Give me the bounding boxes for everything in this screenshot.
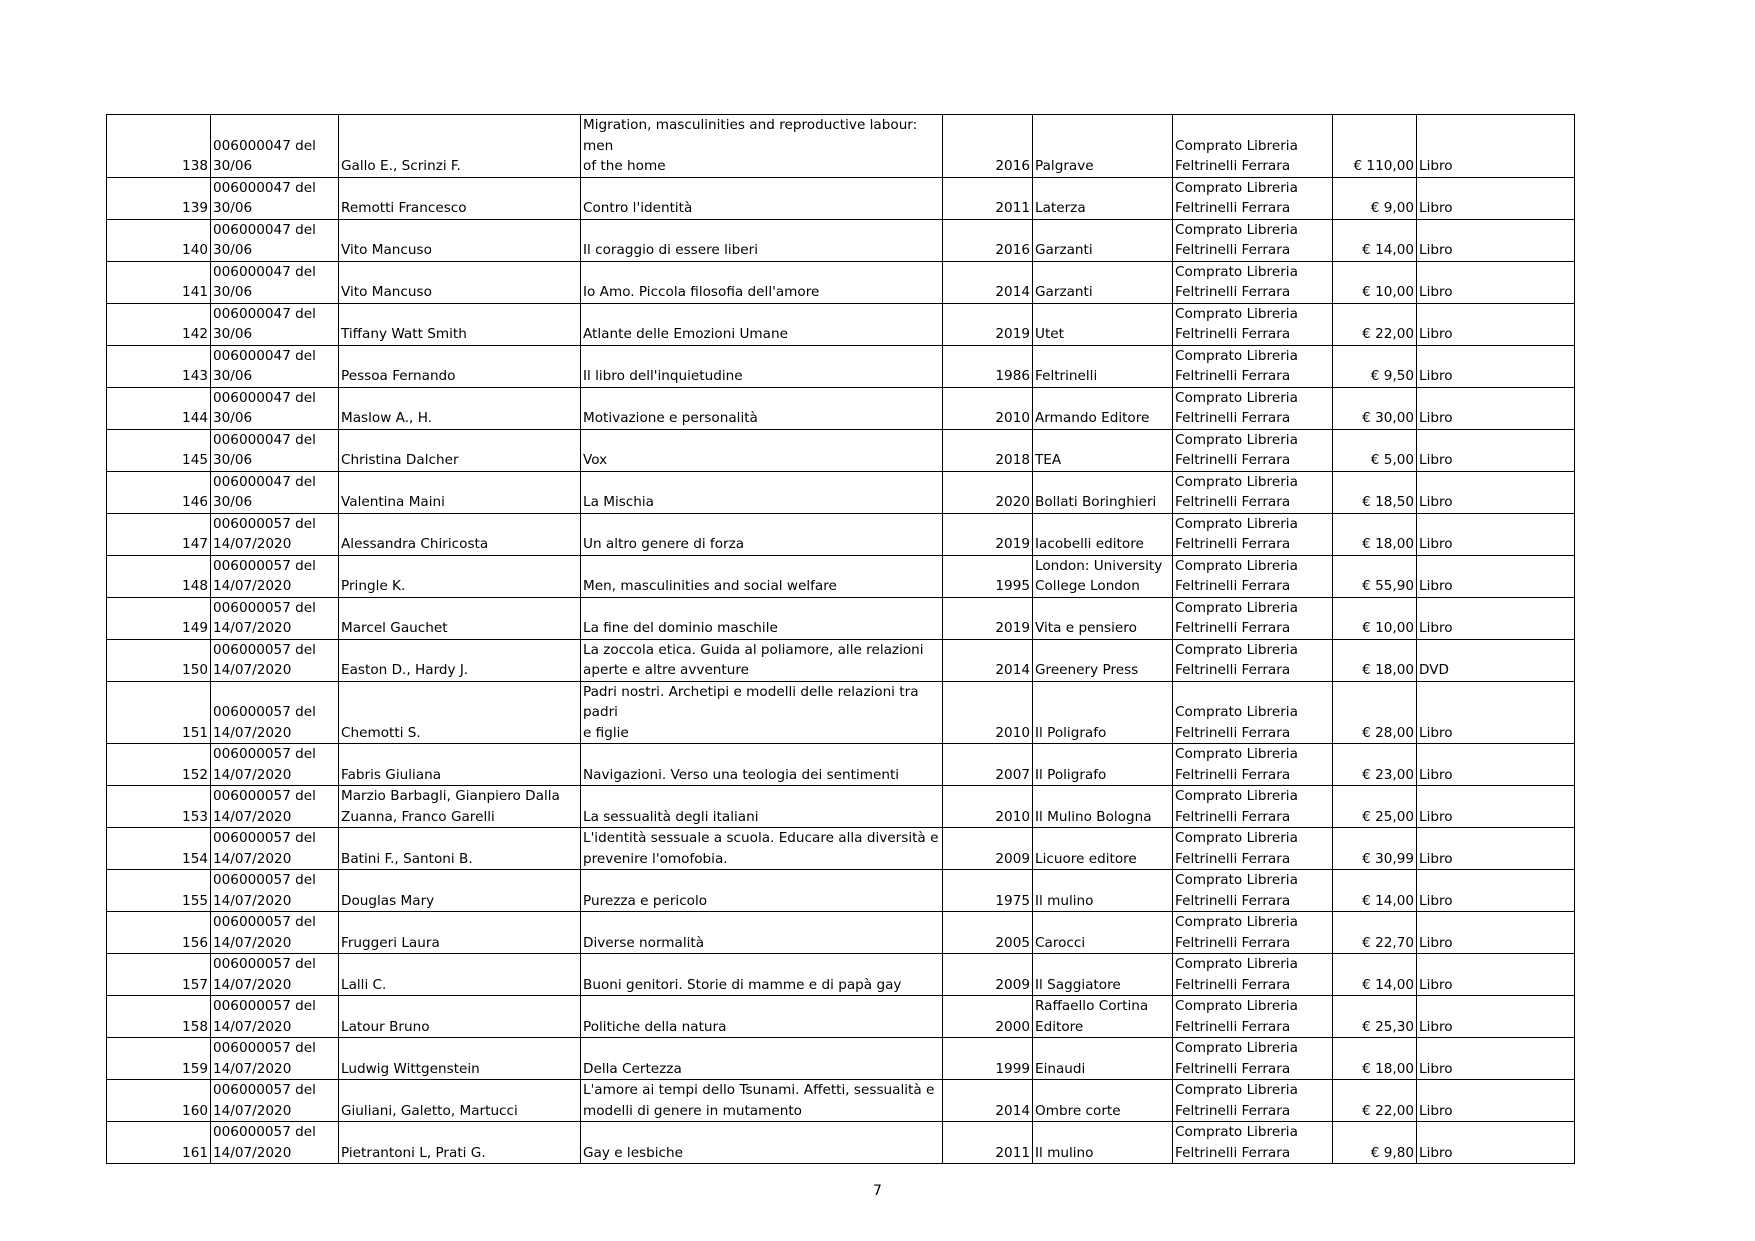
cell-item-type: Libro bbox=[1417, 115, 1575, 178]
cell-publisher: Utet bbox=[1033, 303, 1173, 345]
table-row bbox=[107, 639, 1575, 681]
cell-item-type: Libro bbox=[1417, 513, 1575, 555]
cell-price: € 22,70 bbox=[1333, 912, 1417, 954]
cell-author: Douglas Mary bbox=[339, 870, 581, 912]
cell-acquisition-source: Comprato Libreria Feltrinelli Ferrara bbox=[1173, 303, 1333, 345]
table-row bbox=[107, 429, 1575, 471]
cell-book-title: Vox bbox=[581, 429, 943, 471]
cell-item-type: Libro bbox=[1417, 996, 1575, 1038]
cell-document-ref: 006000057 del 14/07/2020 bbox=[211, 996, 339, 1038]
cell-document-ref: 006000057 del 14/07/2020 bbox=[211, 1080, 339, 1122]
cell-row-number: 143 bbox=[107, 345, 211, 387]
cell-price: € 9,00 bbox=[1333, 177, 1417, 219]
cell-book-title: La Mischia bbox=[581, 471, 943, 513]
cell-author: Tiffany Watt Smith bbox=[339, 303, 581, 345]
table-row bbox=[107, 681, 1575, 744]
cell-publisher: Greenery Press bbox=[1033, 639, 1173, 681]
cell-author: Remotti Francesco bbox=[339, 177, 581, 219]
cell-author: Pietrantoni L, Prati G. bbox=[339, 1122, 581, 1164]
cell-book-title: L'identità sessuale a scuola. Educare alla diversità e prevenire l'omofobia. bbox=[581, 828, 943, 870]
cell-acquisition-source: Comprato Libreria Feltrinelli Ferrara bbox=[1173, 513, 1333, 555]
cell-year: 1999 bbox=[943, 1038, 1033, 1080]
table-body bbox=[107, 115, 1575, 1164]
cell-book-title: La zoccola etica. Guida al poliamore, alle relazioni aperte e altre avventure bbox=[581, 639, 943, 681]
cell-publisher: Bollati Boringhieri bbox=[1033, 471, 1173, 513]
cell-acquisition-source: Comprato Libreria Feltrinelli Ferrara bbox=[1173, 954, 1333, 996]
cell-author: Marzio Barbagli, Gianpiero Dalla Zuanna, Franco Garelli bbox=[339, 786, 581, 828]
acquisitions-table bbox=[106, 114, 1575, 1164]
cell-item-type: Libro bbox=[1417, 177, 1575, 219]
cell-item-type: Libro bbox=[1417, 954, 1575, 996]
cell-price: € 28,00 bbox=[1333, 681, 1417, 744]
cell-item-type: Libro bbox=[1417, 219, 1575, 261]
cell-price: € 18,00 bbox=[1333, 639, 1417, 681]
cell-book-title: Padri nostri. Archetipi e modelli delle relazioni tra padri e figlie bbox=[581, 681, 943, 744]
cell-document-ref: 006000047 del 30/06 bbox=[211, 429, 339, 471]
cell-document-ref: 006000057 del 14/07/2020 bbox=[211, 1122, 339, 1164]
cell-publisher: Vita e pensiero bbox=[1033, 597, 1173, 639]
cell-price: € 110,00 bbox=[1333, 115, 1417, 178]
cell-item-type: Libro bbox=[1417, 912, 1575, 954]
cell-price: € 22,00 bbox=[1333, 1080, 1417, 1122]
cell-document-ref: 006000057 del 14/07/2020 bbox=[211, 555, 339, 597]
table-row bbox=[107, 1122, 1575, 1164]
cell-author: Lalli C. bbox=[339, 954, 581, 996]
cell-author: Batini F., Santoni B. bbox=[339, 828, 581, 870]
cell-acquisition-source: Comprato Libreria Feltrinelli Ferrara bbox=[1173, 639, 1333, 681]
cell-item-type: Libro bbox=[1417, 555, 1575, 597]
cell-document-ref: 006000057 del 14/07/2020 bbox=[211, 597, 339, 639]
cell-publisher: Iacobelli editore bbox=[1033, 513, 1173, 555]
cell-year: 2005 bbox=[943, 912, 1033, 954]
cell-acquisition-source: Comprato Libreria Feltrinelli Ferrara bbox=[1173, 387, 1333, 429]
table-row bbox=[107, 1080, 1575, 1122]
cell-acquisition-source: Comprato Libreria Feltrinelli Ferrara bbox=[1173, 786, 1333, 828]
cell-author: Gallo E., Scrinzi F. bbox=[339, 115, 581, 178]
cell-row-number: 160 bbox=[107, 1080, 211, 1122]
cell-document-ref: 006000047 del 30/06 bbox=[211, 345, 339, 387]
cell-book-title: Il libro dell'inquietudine bbox=[581, 345, 943, 387]
cell-publisher: Il Saggiatore bbox=[1033, 954, 1173, 996]
cell-row-number: 145 bbox=[107, 429, 211, 471]
cell-price: € 10,00 bbox=[1333, 597, 1417, 639]
cell-price: € 14,00 bbox=[1333, 870, 1417, 912]
table-row bbox=[107, 828, 1575, 870]
cell-acquisition-source: Comprato Libreria Feltrinelli Ferrara bbox=[1173, 115, 1333, 178]
cell-book-title: Gay e lesbiche bbox=[581, 1122, 943, 1164]
cell-item-type: Libro bbox=[1417, 1080, 1575, 1122]
cell-row-number: 139 bbox=[107, 177, 211, 219]
cell-row-number: 148 bbox=[107, 555, 211, 597]
cell-document-ref: 006000047 del 30/06 bbox=[211, 115, 339, 178]
cell-book-title: Diverse normalità bbox=[581, 912, 943, 954]
cell-year: 2020 bbox=[943, 471, 1033, 513]
cell-row-number: 140 bbox=[107, 219, 211, 261]
cell-price: € 18,50 bbox=[1333, 471, 1417, 513]
cell-book-title: Navigazioni. Verso una teologia dei sentimenti bbox=[581, 744, 943, 786]
cell-item-type: Libro bbox=[1417, 597, 1575, 639]
cell-year: 2019 bbox=[943, 303, 1033, 345]
cell-acquisition-source: Comprato Libreria Feltrinelli Ferrara bbox=[1173, 261, 1333, 303]
table-row bbox=[107, 115, 1575, 178]
cell-row-number: 152 bbox=[107, 744, 211, 786]
cell-year: 2000 bbox=[943, 996, 1033, 1038]
cell-price: € 25,00 bbox=[1333, 786, 1417, 828]
cell-year: 2016 bbox=[943, 219, 1033, 261]
cell-year: 2016 bbox=[943, 115, 1033, 178]
cell-author: Vito Mancuso bbox=[339, 261, 581, 303]
cell-document-ref: 006000057 del 14/07/2020 bbox=[211, 639, 339, 681]
cell-acquisition-source: Comprato Libreria Feltrinelli Ferrara bbox=[1173, 1080, 1333, 1122]
table-row bbox=[107, 513, 1575, 555]
cell-acquisition-source: Comprato Libreria Feltrinelli Ferrara bbox=[1173, 555, 1333, 597]
cell-year: 2011 bbox=[943, 1122, 1033, 1164]
cell-publisher: Garzanti bbox=[1033, 261, 1173, 303]
page-number: 7 bbox=[873, 1183, 882, 1199]
table-row bbox=[107, 870, 1575, 912]
table-row bbox=[107, 555, 1575, 597]
cell-price: € 10,00 bbox=[1333, 261, 1417, 303]
cell-acquisition-source: Comprato Libreria Feltrinelli Ferrara bbox=[1173, 744, 1333, 786]
cell-author: Fruggeri Laura bbox=[339, 912, 581, 954]
cell-price: € 5,00 bbox=[1333, 429, 1417, 471]
cell-price: € 18,00 bbox=[1333, 513, 1417, 555]
cell-item-type: Libro bbox=[1417, 786, 1575, 828]
cell-publisher: Carocci bbox=[1033, 912, 1173, 954]
cell-year: 2009 bbox=[943, 954, 1033, 996]
cell-author: Easton D., Hardy J. bbox=[339, 639, 581, 681]
cell-row-number: 151 bbox=[107, 681, 211, 744]
cell-row-number: 157 bbox=[107, 954, 211, 996]
cell-year: 2010 bbox=[943, 387, 1033, 429]
cell-year: 2009 bbox=[943, 828, 1033, 870]
cell-row-number: 156 bbox=[107, 912, 211, 954]
cell-publisher: London: University College London bbox=[1033, 555, 1173, 597]
cell-row-number: 147 bbox=[107, 513, 211, 555]
cell-row-number: 141 bbox=[107, 261, 211, 303]
cell-document-ref: 006000057 del 14/07/2020 bbox=[211, 912, 339, 954]
cell-year: 2014 bbox=[943, 261, 1033, 303]
cell-price: € 55,90 bbox=[1333, 555, 1417, 597]
cell-document-ref: 006000057 del 14/07/2020 bbox=[211, 681, 339, 744]
cell-price: € 22,00 bbox=[1333, 303, 1417, 345]
cell-price: € 25,30 bbox=[1333, 996, 1417, 1038]
cell-author: Latour Bruno bbox=[339, 996, 581, 1038]
cell-book-title: Un altro genere di forza bbox=[581, 513, 943, 555]
table-row bbox=[107, 345, 1575, 387]
cell-row-number: 144 bbox=[107, 387, 211, 429]
cell-document-ref: 006000047 del 30/06 bbox=[211, 471, 339, 513]
table-row bbox=[107, 471, 1575, 513]
cell-item-type: Libro bbox=[1417, 345, 1575, 387]
cell-year: 2011 bbox=[943, 177, 1033, 219]
cell-author: Giuliani, Galetto, Martucci bbox=[339, 1080, 581, 1122]
cell-book-title: Della Certezza bbox=[581, 1038, 943, 1080]
cell-author: Fabris Giuliana bbox=[339, 744, 581, 786]
cell-item-type: Libro bbox=[1417, 261, 1575, 303]
table-row bbox=[107, 303, 1575, 345]
cell-book-title: La sessualità degli italiani bbox=[581, 786, 943, 828]
cell-price: € 9,80 bbox=[1333, 1122, 1417, 1164]
cell-item-type: Libro bbox=[1417, 303, 1575, 345]
cell-book-title: Contro l'identità bbox=[581, 177, 943, 219]
cell-publisher: Il Poligrafo bbox=[1033, 681, 1173, 744]
cell-document-ref: 006000047 del 30/06 bbox=[211, 303, 339, 345]
cell-year: 1995 bbox=[943, 555, 1033, 597]
cell-book-title: Motivazione e personalità bbox=[581, 387, 943, 429]
cell-item-type: Libro bbox=[1417, 429, 1575, 471]
cell-year: 2010 bbox=[943, 681, 1033, 744]
cell-document-ref: 006000057 del 14/07/2020 bbox=[211, 870, 339, 912]
cell-publisher: Il Poligrafo bbox=[1033, 744, 1173, 786]
cell-row-number: 159 bbox=[107, 1038, 211, 1080]
cell-year: 2019 bbox=[943, 513, 1033, 555]
cell-book-title: Migration, masculinities and reproductive labour: men of the home bbox=[581, 115, 943, 178]
table-row bbox=[107, 597, 1575, 639]
cell-row-number: 154 bbox=[107, 828, 211, 870]
cell-price: € 30,99 bbox=[1333, 828, 1417, 870]
cell-book-title: Men, masculinities and social welfare bbox=[581, 555, 943, 597]
cell-publisher: Einaudi bbox=[1033, 1038, 1173, 1080]
cell-publisher: Il mulino bbox=[1033, 870, 1173, 912]
cell-author: Marcel Gauchet bbox=[339, 597, 581, 639]
cell-acquisition-source: Comprato Libreria Feltrinelli Ferrara bbox=[1173, 345, 1333, 387]
cell-publisher: Licuore editore bbox=[1033, 828, 1173, 870]
cell-author: Ludwig Wittgenstein bbox=[339, 1038, 581, 1080]
cell-item-type: DVD bbox=[1417, 639, 1575, 681]
cell-item-type: Libro bbox=[1417, 387, 1575, 429]
cell-author: Alessandra Chiricosta bbox=[339, 513, 581, 555]
cell-document-ref: 006000057 del 14/07/2020 bbox=[211, 1038, 339, 1080]
cell-price: € 23,00 bbox=[1333, 744, 1417, 786]
cell-document-ref: 006000057 del 14/07/2020 bbox=[211, 744, 339, 786]
table-row bbox=[107, 177, 1575, 219]
cell-acquisition-source: Comprato Libreria Feltrinelli Ferrara bbox=[1173, 1038, 1333, 1080]
cell-publisher: Ombre corte bbox=[1033, 1080, 1173, 1122]
table-row bbox=[107, 954, 1575, 996]
cell-acquisition-source: Comprato Libreria Feltrinelli Ferrara bbox=[1173, 219, 1333, 261]
cell-row-number: 138 bbox=[107, 115, 211, 178]
cell-publisher: Armando Editore bbox=[1033, 387, 1173, 429]
cell-author: Maslow A., H. bbox=[339, 387, 581, 429]
cell-acquisition-source: Comprato Libreria Feltrinelli Ferrara bbox=[1173, 870, 1333, 912]
cell-author: Chemotti S. bbox=[339, 681, 581, 744]
cell-year: 2010 bbox=[943, 786, 1033, 828]
cell-year: 2019 bbox=[943, 597, 1033, 639]
cell-row-number: 149 bbox=[107, 597, 211, 639]
cell-year: 1986 bbox=[943, 345, 1033, 387]
table-row bbox=[107, 261, 1575, 303]
cell-book-title: Purezza e pericolo bbox=[581, 870, 943, 912]
cell-author: Vito Mancuso bbox=[339, 219, 581, 261]
cell-document-ref: 006000057 del 14/07/2020 bbox=[211, 954, 339, 996]
cell-publisher: Raffaello Cortina Editore bbox=[1033, 996, 1173, 1038]
cell-document-ref: 006000047 del 30/06 bbox=[211, 177, 339, 219]
cell-item-type: Libro bbox=[1417, 744, 1575, 786]
cell-year: 2018 bbox=[943, 429, 1033, 471]
cell-item-type: Libro bbox=[1417, 1122, 1575, 1164]
cell-price: € 18,00 bbox=[1333, 1038, 1417, 1080]
cell-price: € 30,00 bbox=[1333, 387, 1417, 429]
cell-publisher: Garzanti bbox=[1033, 219, 1173, 261]
cell-item-type: Libro bbox=[1417, 1038, 1575, 1080]
table-row bbox=[107, 786, 1575, 828]
cell-acquisition-source: Comprato Libreria Feltrinelli Ferrara bbox=[1173, 912, 1333, 954]
cell-price: € 14,00 bbox=[1333, 954, 1417, 996]
table-row bbox=[107, 996, 1575, 1038]
cell-publisher: Feltrinelli bbox=[1033, 345, 1173, 387]
cell-acquisition-source: Comprato Libreria Feltrinelli Ferrara bbox=[1173, 828, 1333, 870]
cell-document-ref: 006000047 del 30/06 bbox=[211, 219, 339, 261]
table-row bbox=[107, 744, 1575, 786]
cell-acquisition-source: Comprato Libreria Feltrinelli Ferrara bbox=[1173, 1122, 1333, 1164]
cell-book-title: Politiche della natura bbox=[581, 996, 943, 1038]
cell-acquisition-source: Comprato Libreria Feltrinelli Ferrara bbox=[1173, 597, 1333, 639]
cell-row-number: 161 bbox=[107, 1122, 211, 1164]
cell-acquisition-source: Comprato Libreria Feltrinelli Ferrara bbox=[1173, 681, 1333, 744]
cell-acquisition-source: Comprato Libreria Feltrinelli Ferrara bbox=[1173, 996, 1333, 1038]
cell-row-number: 155 bbox=[107, 870, 211, 912]
cell-acquisition-source: Comprato Libreria Feltrinelli Ferrara bbox=[1173, 429, 1333, 471]
cell-item-type: Libro bbox=[1417, 471, 1575, 513]
cell-row-number: 146 bbox=[107, 471, 211, 513]
cell-document-ref: 006000047 del 30/06 bbox=[211, 387, 339, 429]
cell-author: Pringle K. bbox=[339, 555, 581, 597]
cell-publisher: Laterza bbox=[1033, 177, 1173, 219]
cell-price: € 9,50 bbox=[1333, 345, 1417, 387]
cell-row-number: 158 bbox=[107, 996, 211, 1038]
cell-item-type: Libro bbox=[1417, 828, 1575, 870]
cell-author: Christina Dalcher bbox=[339, 429, 581, 471]
cell-price: € 14,00 bbox=[1333, 219, 1417, 261]
cell-author: Pessoa Fernando bbox=[339, 345, 581, 387]
cell-year: 2007 bbox=[943, 744, 1033, 786]
cell-author: Valentina Maini bbox=[339, 471, 581, 513]
cell-book-title: Buoni genitori. Storie di mamme e di papà gay bbox=[581, 954, 943, 996]
cell-publisher: Palgrave bbox=[1033, 115, 1173, 178]
table-row bbox=[107, 912, 1575, 954]
cell-book-title: Il coraggio di essere liberi bbox=[581, 219, 943, 261]
cell-document-ref: 006000057 del 14/07/2020 bbox=[211, 828, 339, 870]
cell-book-title: Atlante delle Emozioni Umane bbox=[581, 303, 943, 345]
table-row bbox=[107, 1038, 1575, 1080]
cell-row-number: 142 bbox=[107, 303, 211, 345]
cell-document-ref: 006000057 del 14/07/2020 bbox=[211, 786, 339, 828]
cell-publisher: Il mulino bbox=[1033, 1122, 1173, 1164]
table-row bbox=[107, 219, 1575, 261]
cell-year: 2014 bbox=[943, 639, 1033, 681]
cell-book-title: Io Amo. Piccola filosofia dell'amore bbox=[581, 261, 943, 303]
table-row bbox=[107, 387, 1575, 429]
cell-acquisition-source: Comprato Libreria Feltrinelli Ferrara bbox=[1173, 177, 1333, 219]
cell-book-title: La fine del dominio maschile bbox=[581, 597, 943, 639]
cell-publisher: TEA bbox=[1033, 429, 1173, 471]
cell-document-ref: 006000057 del 14/07/2020 bbox=[211, 513, 339, 555]
cell-item-type: Libro bbox=[1417, 681, 1575, 744]
cell-row-number: 153 bbox=[107, 786, 211, 828]
cell-year: 1975 bbox=[943, 870, 1033, 912]
cell-document-ref: 006000047 del 30/06 bbox=[211, 261, 339, 303]
cell-row-number: 150 bbox=[107, 639, 211, 681]
cell-year: 2014 bbox=[943, 1080, 1033, 1122]
cell-acquisition-source: Comprato Libreria Feltrinelli Ferrara bbox=[1173, 471, 1333, 513]
cell-item-type: Libro bbox=[1417, 870, 1575, 912]
cell-book-title: L'amore ai tempi dello Tsunami. Affetti, sessualità e modelli di genere in mutamento bbox=[581, 1080, 943, 1122]
cell-publisher: Il Mulino Bologna bbox=[1033, 786, 1173, 828]
